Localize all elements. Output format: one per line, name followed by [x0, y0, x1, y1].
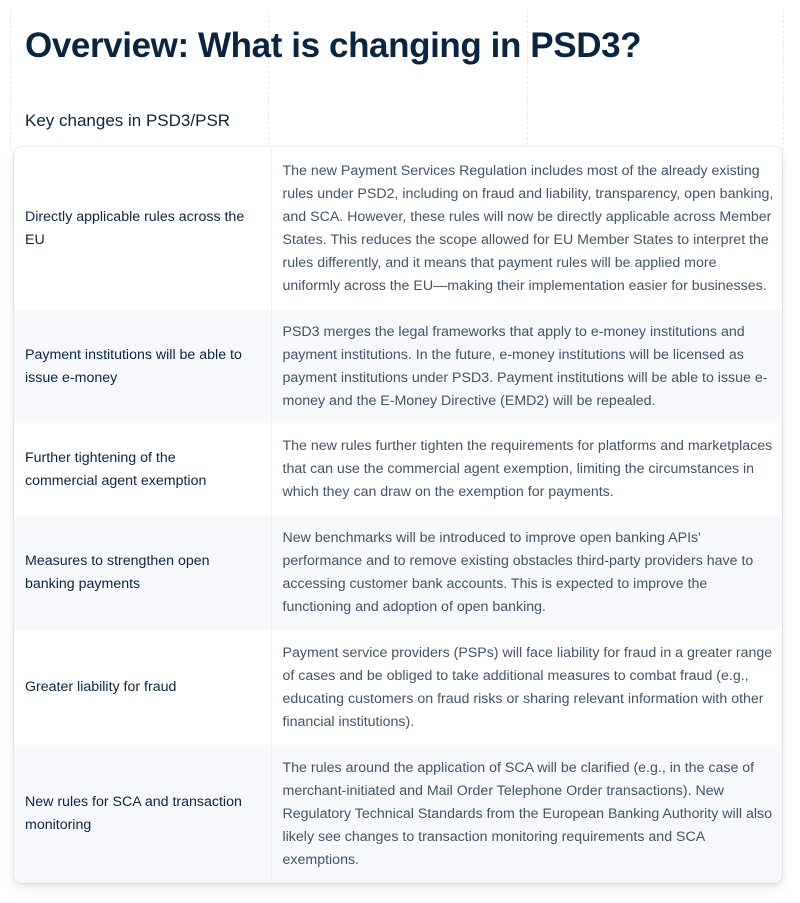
table-row: [14, 147, 782, 310]
table-row: [14, 745, 782, 883]
row-description: PSD3 merges the legal frameworks that apply to e-money institutions and payment institutions. In the future, e-money institutions will be licensed as payment institutions under PSD3. Payment institutions will be able to issue e-money and the E-Money Directive (EMD2) will be repealed.: [271, 310, 782, 423]
background-guide-line: [783, 10, 784, 150]
row-label: Greater liability for fraud: [25, 679, 177, 695]
row-description: The new Payment Services Regulation includes most of the already existing rules under PSD2, including on fraud and liability, transparency, open banking, and SCA. However, these rules will now be directly applicable across Member States. This reduces the scope allowed for EU Member States to interpret the rules differently, and it means that payment rules will be applied more uniformly across the EU—making their implementation easier for businesses.: [271, 147, 782, 310]
row-label: Measures to strengthen open banking payments: [14, 516, 271, 630]
row-label: Directly applicable rules across the EU: [25, 208, 245, 248]
changes-table: [14, 147, 782, 883]
row-description: Payment service providers (PSPs) will face liability for fraud in a greater range of cases and be obliged to take additional measures to combat fraud (e.g., educating customers on fraud risks or sharing relevant information with other financial institutions).: [271, 630, 782, 745]
table-row: [14, 516, 782, 630]
row-description: The rules around the application of SCA will be clarified (e.g., in the case of merchant-initiated and Mail Order Telephone Order transactions). New Regulatory Technical Standards from the European Banking Authority will also likely see changes to transaction monitoring requirements and SCA exemptions.: [271, 745, 782, 883]
row-description: New benchmarks will be introduced to improve open banking APIs' performance and to remove existing obstacles third-party providers have to accessing customer bank accounts. This is expected to improve the functioning and adoption of open banking.: [271, 516, 782, 630]
table-caption: Key changes in PSD3/PSR: [25, 111, 231, 130]
row-label: New rules for SCA and transaction monitoring: [14, 745, 271, 883]
changes-table-card: [14, 147, 782, 883]
background-guide-line: [10, 10, 11, 150]
table-row: [14, 630, 782, 745]
row-description: The new rules further tighten the requirements for platforms and marketplaces that can use the commercial agent exemption, limiting the circumstances in which they can draw on the exemption for payments.: [271, 423, 782, 516]
row-label: Further tightening of the commercial agent exemption: [25, 449, 207, 489]
table-row: [14, 423, 782, 516]
page-title: Overview: What is changing in PSD3?: [25, 26, 642, 65]
table-row: [14, 310, 782, 423]
row-label: Payment institutions will be able to issue e-money: [14, 310, 271, 423]
